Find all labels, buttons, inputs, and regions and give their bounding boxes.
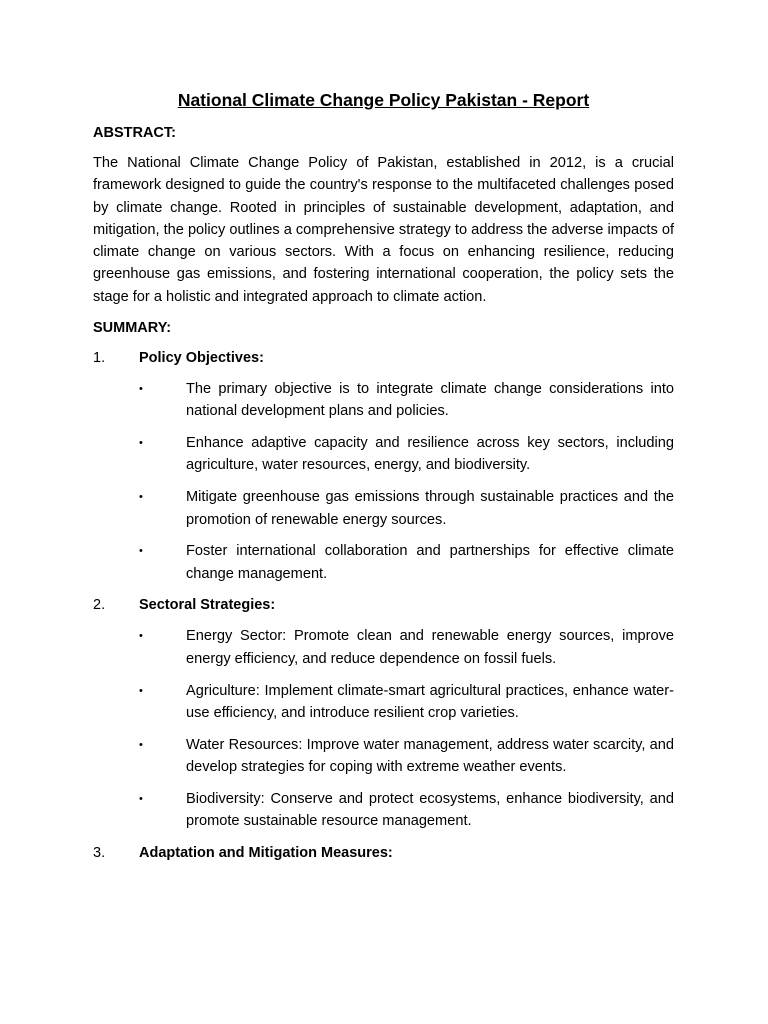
section-title: Policy Objectives: <box>139 350 264 367</box>
list-item-text: Agriculture: Implement climate-smart agricultural practices, enhance water-use efficiency, and introduce resilient crop varieties. <box>186 682 674 721</box>
list-item-text: Biodiversity: Conserve and protect ecosystems, enhance biodiversity, and promote sustainable resource management. <box>186 790 674 830</box>
section-header <box>93 842 674 864</box>
list-item <box>93 625 674 670</box>
document-title: National Climate Change Policy Pakistan - Report <box>177 90 590 110</box>
list-item <box>93 734 674 779</box>
section-number: 1. <box>93 350 106 367</box>
list-item <box>93 432 674 477</box>
bullet-icon: • <box>139 491 143 504</box>
list-item-text: Enhance adaptive capacity and resilience across key sectors, including agriculture, water resources, energy, and biodiversity. <box>186 435 674 474</box>
abstract-heading: ABSTRACT: <box>93 125 176 141</box>
list-item <box>93 540 674 585</box>
list-item <box>93 788 674 833</box>
bullet-icon: • <box>139 738 143 751</box>
bullet-icon: • <box>139 545 143 558</box>
list-item-text: Mitigate greenhouse gas emissions through sustainable practices and the promotion of renewable energy sources. <box>186 489 674 528</box>
bullet-list <box>93 625 674 832</box>
section-title: Sectoral Strategies: <box>139 597 276 614</box>
section-policy-objectives <box>93 347 674 585</box>
list-item <box>93 486 674 531</box>
bullet-icon: • <box>139 684 143 697</box>
summary-heading: SUMMARY: <box>93 320 172 337</box>
section-number: 3. <box>93 844 106 861</box>
bullet-icon: • <box>139 630 143 643</box>
section-header <box>93 594 674 616</box>
abstract-paragraph: The National Climate Change Policy of Pakistan, established in 2012, is a crucial framework designed to guide the country's response to the multifaceted challenges posed by climate change. Rooted in principles of sustainable development, adaptation, and mitigation, the policy outlines a comprehensive strategy to address the adverse impacts of climate change on various sectors. With a focus on enhancing resilience, reducing greenhouse gas emissions, and fostering international cooperation, the policy sets the stage for a holistic and integrated approach to climate action. <box>93 155 674 305</box>
section-sectoral-strategies <box>93 594 674 832</box>
bullet-icon: • <box>139 383 143 396</box>
section-adaptation-mitigation <box>93 842 674 864</box>
list-item-text: Energy Sector: Promote clean and renewable energy sources, improve energy efficiency, and reduce dependence on fossil fuels. <box>186 628 674 667</box>
bullet-list <box>93 378 674 585</box>
list-item-text: Water Resources: Improve water management, address water scarcity, and develop strategies for coping with extreme weather events. <box>186 736 674 775</box>
list-item-text: Foster international collaboration and partnerships for effective climate change management. <box>186 543 674 582</box>
bullet-icon: • <box>139 437 143 450</box>
list-item <box>93 378 674 423</box>
bullet-icon: • <box>139 792 143 805</box>
list-item-text: The primary objective is to integrate climate change considerations into national development plans and policies. <box>186 381 674 420</box>
section-header <box>93 347 674 369</box>
list-item <box>93 680 674 725</box>
section-number: 2. <box>93 597 106 614</box>
section-title: Adaptation and Mitigation Measures: <box>139 844 393 861</box>
